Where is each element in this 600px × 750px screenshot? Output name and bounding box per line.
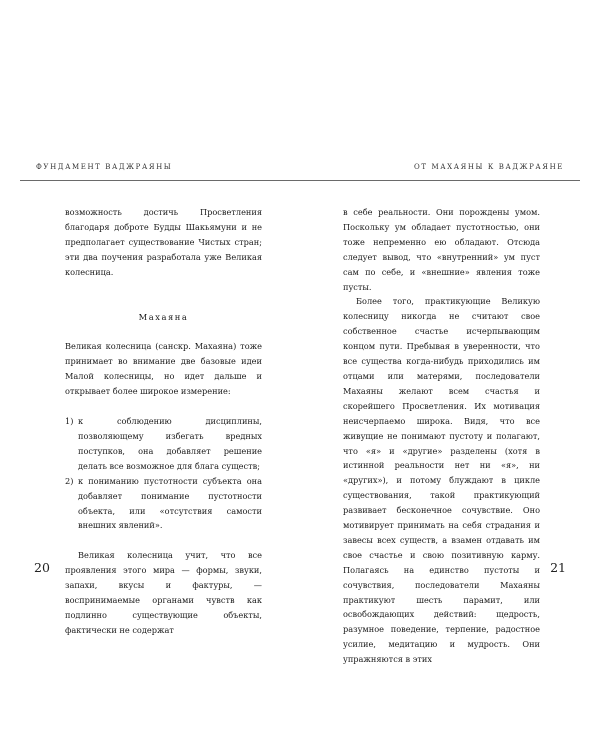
list-item-number: 1) <box>65 416 74 427</box>
intro-paragraph: Великая колесница (санскр. Махаяна) тоже принимает во внимание две базовые идеи Малой колесницы, но идет дальше и открывает более широкое измерение: <box>65 341 262 397</box>
header-rule-left <box>20 180 300 181</box>
list-item-text: к пониманию пустотности субъекта она добавляет понимание пустотности объекта, или «отсутствия самости внешних явлений». <box>78 475 262 531</box>
list-item <box>65 414 262 474</box>
running-head-left: ФУНДАМЕНТ ВАДЖРАЯНЫ <box>36 163 173 171</box>
right-text-column <box>343 205 540 667</box>
numbered-list <box>65 414 262 533</box>
paragraph-2: Более того, практикующие Великую колесницу никогда не считают свое собственное счастье исчерпывающим концом пути. Пребывая в уверенности, что все существа когда-нибудь приходились им отцами или матерями, последователи Махаяны желают всем счастья и скорейшего Просветления. Их мотивация неисчерпаемо широка. Видя, что все живущие не понимают пустоту и полагают, что «я» и «другие» разделены (хотя в истинной реальности нет ни «я», ни «других»), и потому блуждают в цикле существования, такой практикующий развивает бесконечное сочувствие. Оно мотивирует принимать на себя страдания и завесы всех существ, а взамен отдавать им свое счастье и свою позитивную карму. Полагаясь на единство пустоты и сочувствия, последователи Махаяны практикуют шесть парамит, или освобождающих действий: щедрость, разумное поведение, терпение, радостное усилие, медитацию и мудрость. Они упражняются в этих <box>343 296 540 665</box>
right-page <box>300 0 600 750</box>
list-item-text: к соблюдению дисциплины, позволяющему избегать вредных поступков, она добавляет решение делать все возможное для блага существ; <box>78 416 262 471</box>
list-item-number: 2) <box>65 475 74 486</box>
running-head-right: ОТ МАХАЯНЫ К ВАДЖРАЯНЕ <box>414 163 564 171</box>
page-number-right: 21 <box>550 560 566 575</box>
paragraph-1: в себе реальности. Они порождены умом. Поскольку ум обладает пустотностью, они тоже непременно ею обладают. Отсюда следует вывод, что «внутренний» ум пуст сам по себе, и «внешние» явления тоже пусты. <box>343 207 540 292</box>
header-rule-right <box>300 180 580 181</box>
continuation-paragraph: возможность достичь Просветления благодаря доброте Будды Шакьямуни и не предполагает существование Чистых стран; эти два поучения разработала уже Великая колесница. <box>65 207 262 277</box>
left-text-column <box>65 205 262 638</box>
list-item <box>65 474 262 534</box>
page-number-left: 20 <box>34 560 50 575</box>
closing-paragraph: Великая колесница учит, что все проявления этого мира — формы, звуки, запахи, вкусы и фактуры, — воспринимаемые органами чувств как подлинно существующие объекты, фактически не содержат <box>65 550 262 635</box>
section-title: Махаяна <box>138 311 189 322</box>
